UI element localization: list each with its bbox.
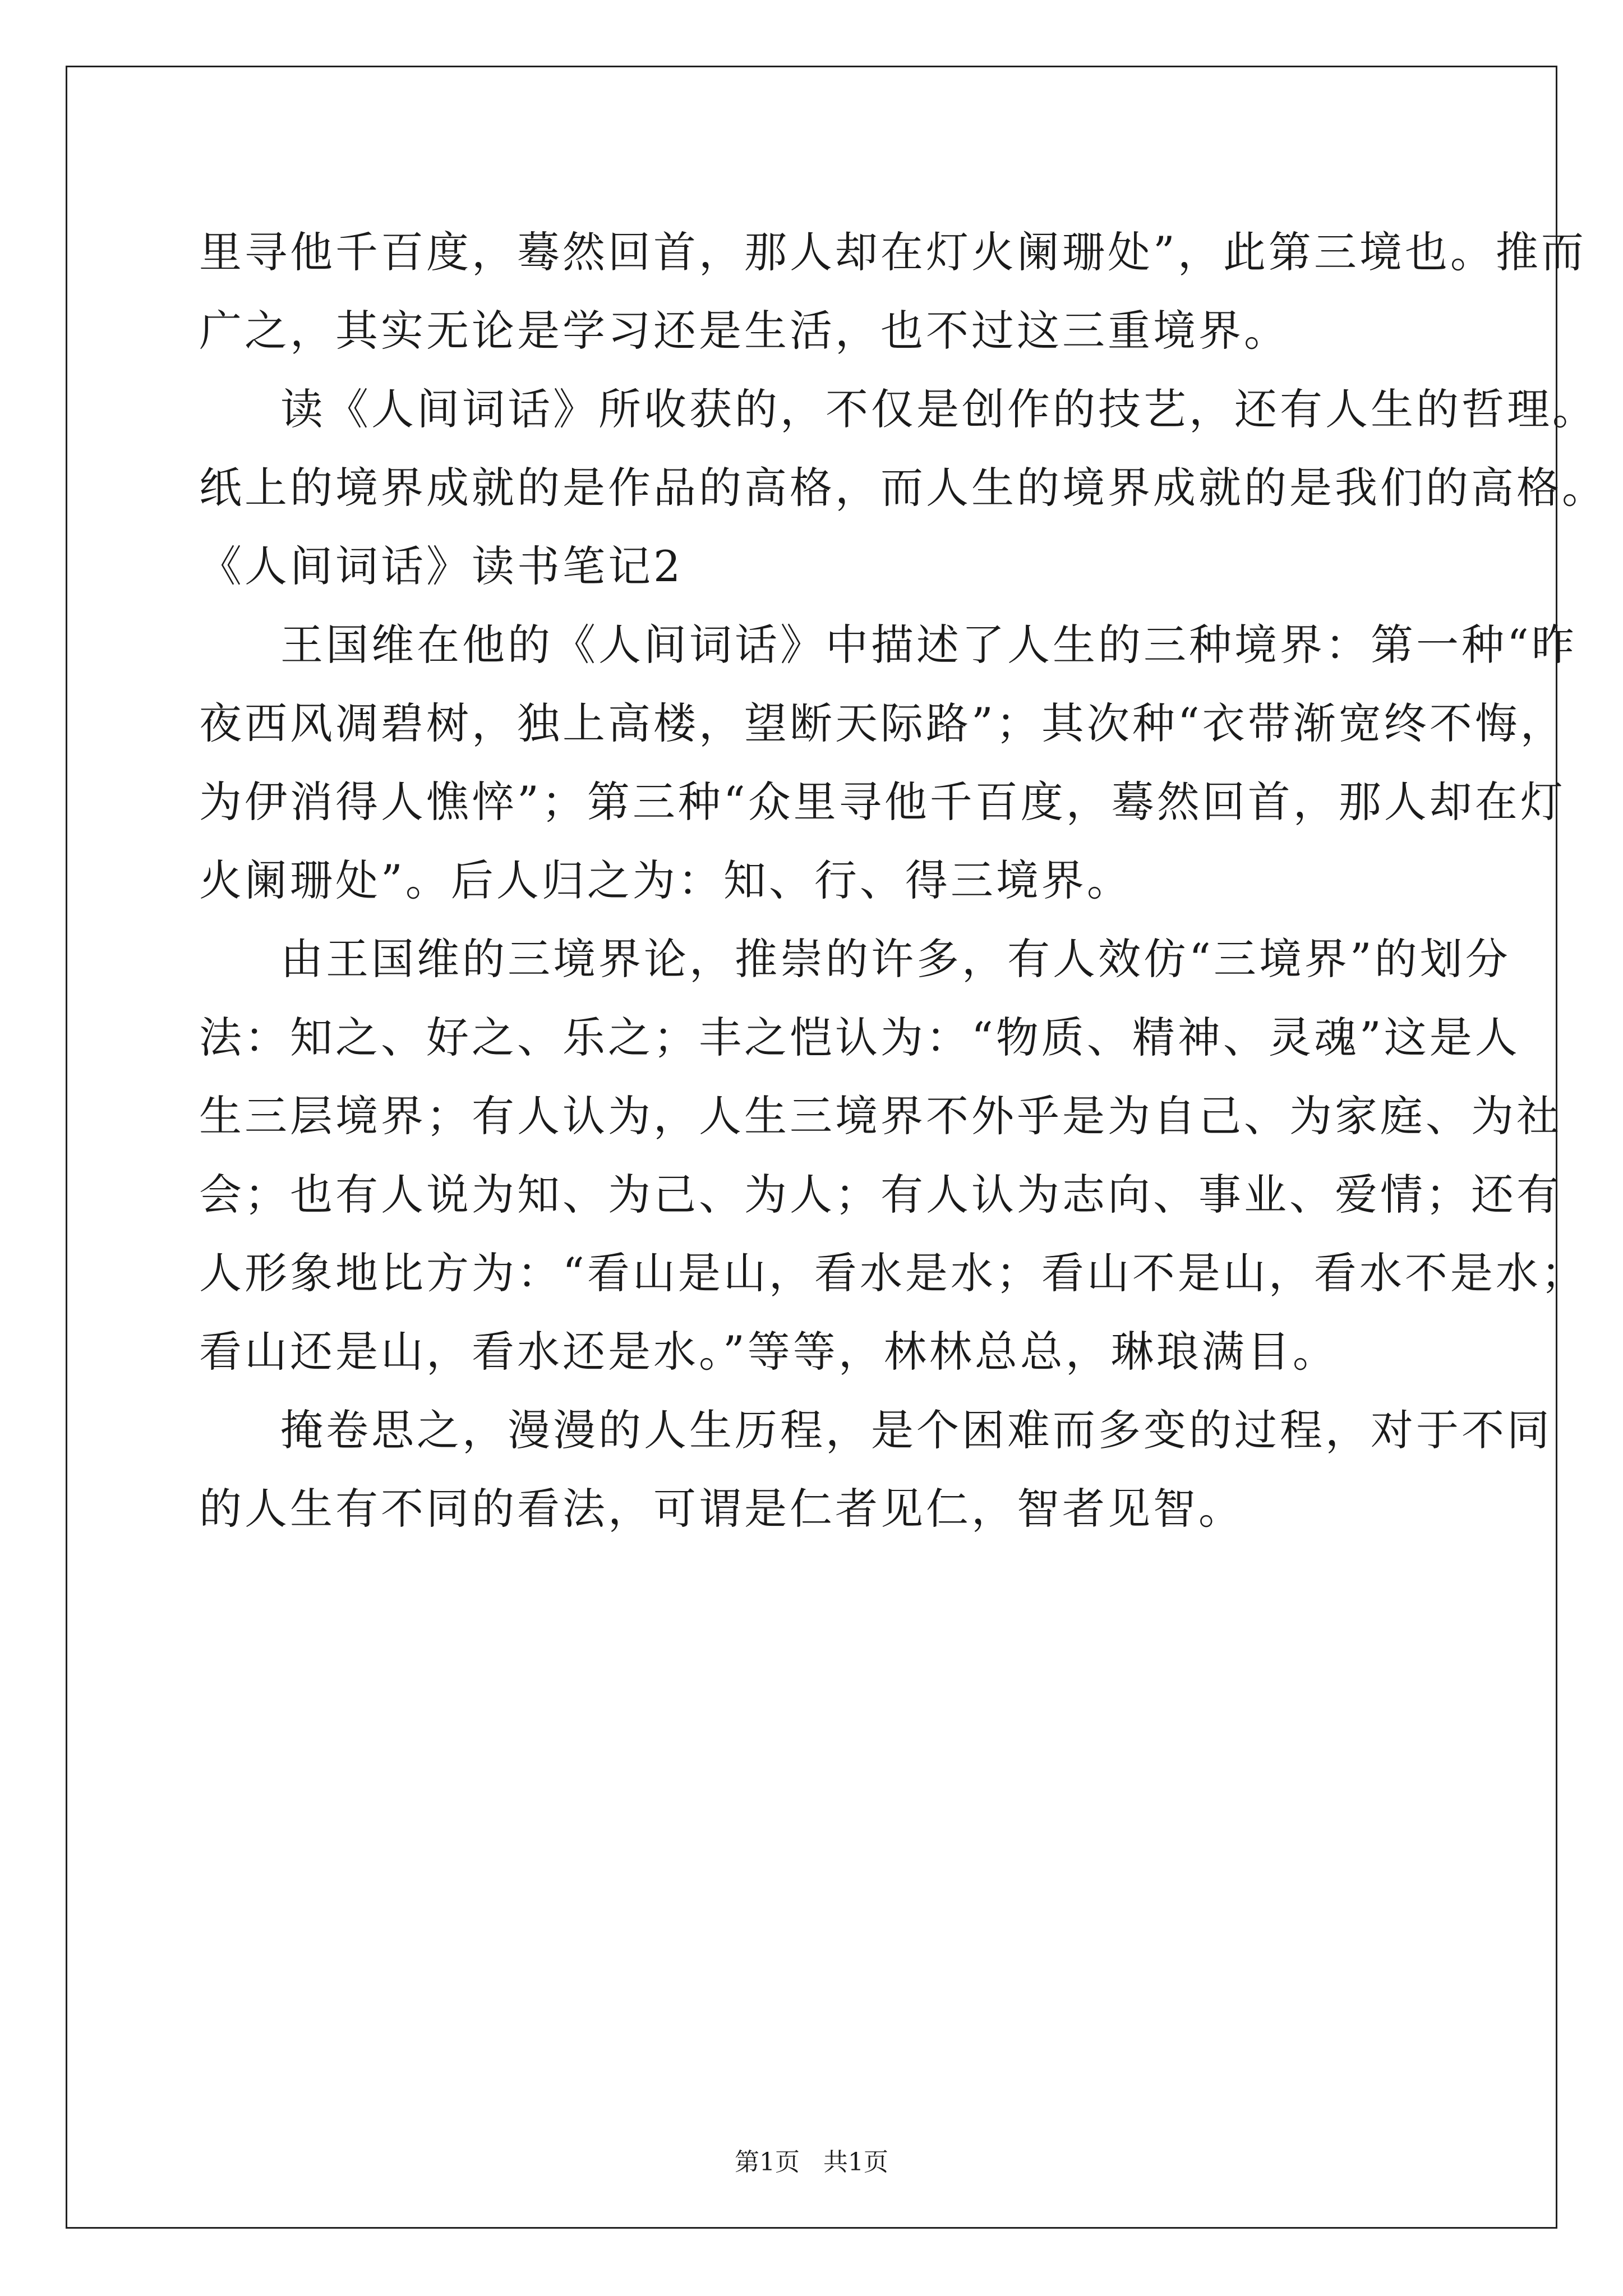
text-line: 夜西风凋碧树，独上高楼，望断天际路”；其次种“衣带渐宽终不悔， bbox=[199, 698, 1566, 748]
text-line: 里寻他千百度，蓦然回首，那人却在灯火阑珊处”，此第三境也。推而 bbox=[199, 227, 1587, 277]
text-line: 纸上的境界成就的是作品的高格，而人生的境界成就的是我们的高格。 bbox=[199, 463, 1607, 513]
text-line: 为伊消得人憔悴”；第三种“众里寻他千百度，蓦然回首，那人却在灯 bbox=[199, 777, 1566, 827]
paragraph-start-line: 掩卷思之，漫漫的人生历程，是个困难而多变的过程，对于不同 bbox=[280, 1405, 1552, 1455]
paragraph-start-line: 读《人间词话》所收获的，不仅是创作的技艺，还有人生的哲理。 bbox=[280, 384, 1598, 434]
text-line: 会；也有人说为知、为己、为人；有人认为志向、事业、爱情；还有 bbox=[199, 1170, 1562, 1220]
text-line: 生三层境界；有人认为，人生三境界不外乎是为自己、为家庭、为社 bbox=[199, 1091, 1562, 1141]
text-line: 人形象地比方为：“看山是山，看水是水；看山不是山，看水不是水； bbox=[199, 1248, 1587, 1298]
text-line: 法：知之、好之、乐之；丰之恺认为：“物质、精神、灵魂”这是人 bbox=[199, 1013, 1520, 1062]
paragraph-start-line: 王国维在他的《人间词话》中描述了人生的三种境界：第一种“昨 bbox=[280, 620, 1577, 670]
paragraph-start-line: 由王国维的三境界论，推崇的许多，有人效仿“三境界”的划分 bbox=[280, 934, 1511, 984]
text-line: 的人生有不同的看法，可谓是仁者见仁，智者见智。 bbox=[199, 1484, 1244, 1534]
text-line: 看山还是山，看水还是水。”等等，林林总总，琳琅满目。 bbox=[199, 1327, 1338, 1377]
section-heading: 《人间词话》读书笔记2 bbox=[199, 541, 684, 591]
text-line: 广之，其实无论是学习还是生活，也不过这三重境界。 bbox=[199, 306, 1289, 356]
text-line: 火阑珊处”。后人归之为：知、行、得三境界。 bbox=[199, 855, 1132, 905]
page-number-footer: 第1页 共1页 bbox=[735, 2148, 888, 2177]
